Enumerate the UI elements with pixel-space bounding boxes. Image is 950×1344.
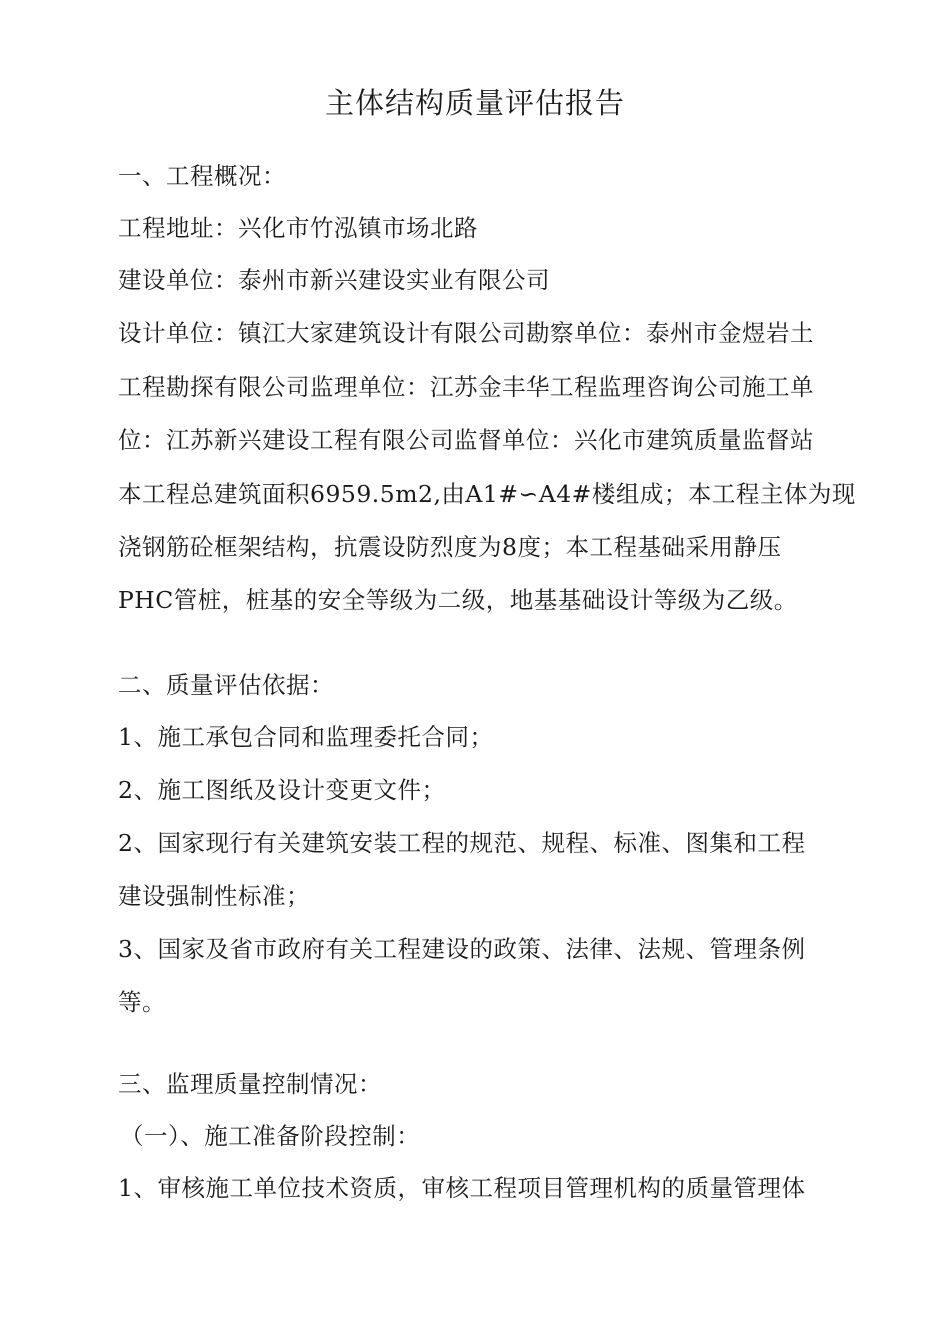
list-item: 2、施工图纸及设计变更文件；	[118, 776, 446, 804]
section-heading-project-overview: 一、工程概况：	[118, 162, 286, 190]
list-item: 1、审核施工单位技术资质，审核工程项目管理机构的质量管理体	[118, 1174, 806, 1202]
paragraph-line: 位：江苏新兴建设工程有限公司监督单位：兴化市建筑质量监督站	[118, 426, 814, 454]
list-item: 3、国家及省市政府有关工程建设的政策、法律、法规、管理条例	[118, 935, 806, 963]
list-item: 2、国家现行有关建筑安装工程的规范、规程、标准、图集和工程	[118, 829, 806, 857]
subsection-heading: （一）、施工准备阶段控制：	[120, 1122, 421, 1150]
paragraph-line: 浇钢筋砼框架结构，抗震设防烈度为8度；本工程基础采用静压	[118, 533, 782, 561]
paragraph-line: 工程勘探有限公司监理单位：江苏金丰华工程监理咨询公司施工单	[118, 373, 814, 401]
paragraph-line: PHC管桩，桩基的安全等级为二级，地基基础设计等级为乙级。	[118, 586, 798, 614]
paragraph-line: 本工程总建筑面积6959.5m2,由A1#∽A4#楼组成；本工程主体为现	[118, 480, 856, 508]
page-title: 主体结构质量评估报告	[324, 86, 625, 120]
construction-unit: 建设单位：泰州市新兴建设实业有限公司	[118, 266, 550, 294]
list-item-continuation: 等。	[118, 988, 166, 1016]
paragraph-line: 设计单位：镇江大家建筑设计有限公司勘察单位：泰州市金煜岩土	[118, 319, 814, 347]
project-address: 工程地址：兴化市竹泓镇市场北路	[118, 214, 478, 242]
section-heading-quality-control: 三、监理质量控制情况：	[118, 1070, 382, 1098]
list-item-continuation: 建设强制性标准；	[118, 882, 310, 910]
list-item: 1、施工承包合同和监理委托合同；	[118, 723, 494, 751]
section-heading-evaluation-basis: 二、质量评估依据：	[118, 671, 334, 699]
